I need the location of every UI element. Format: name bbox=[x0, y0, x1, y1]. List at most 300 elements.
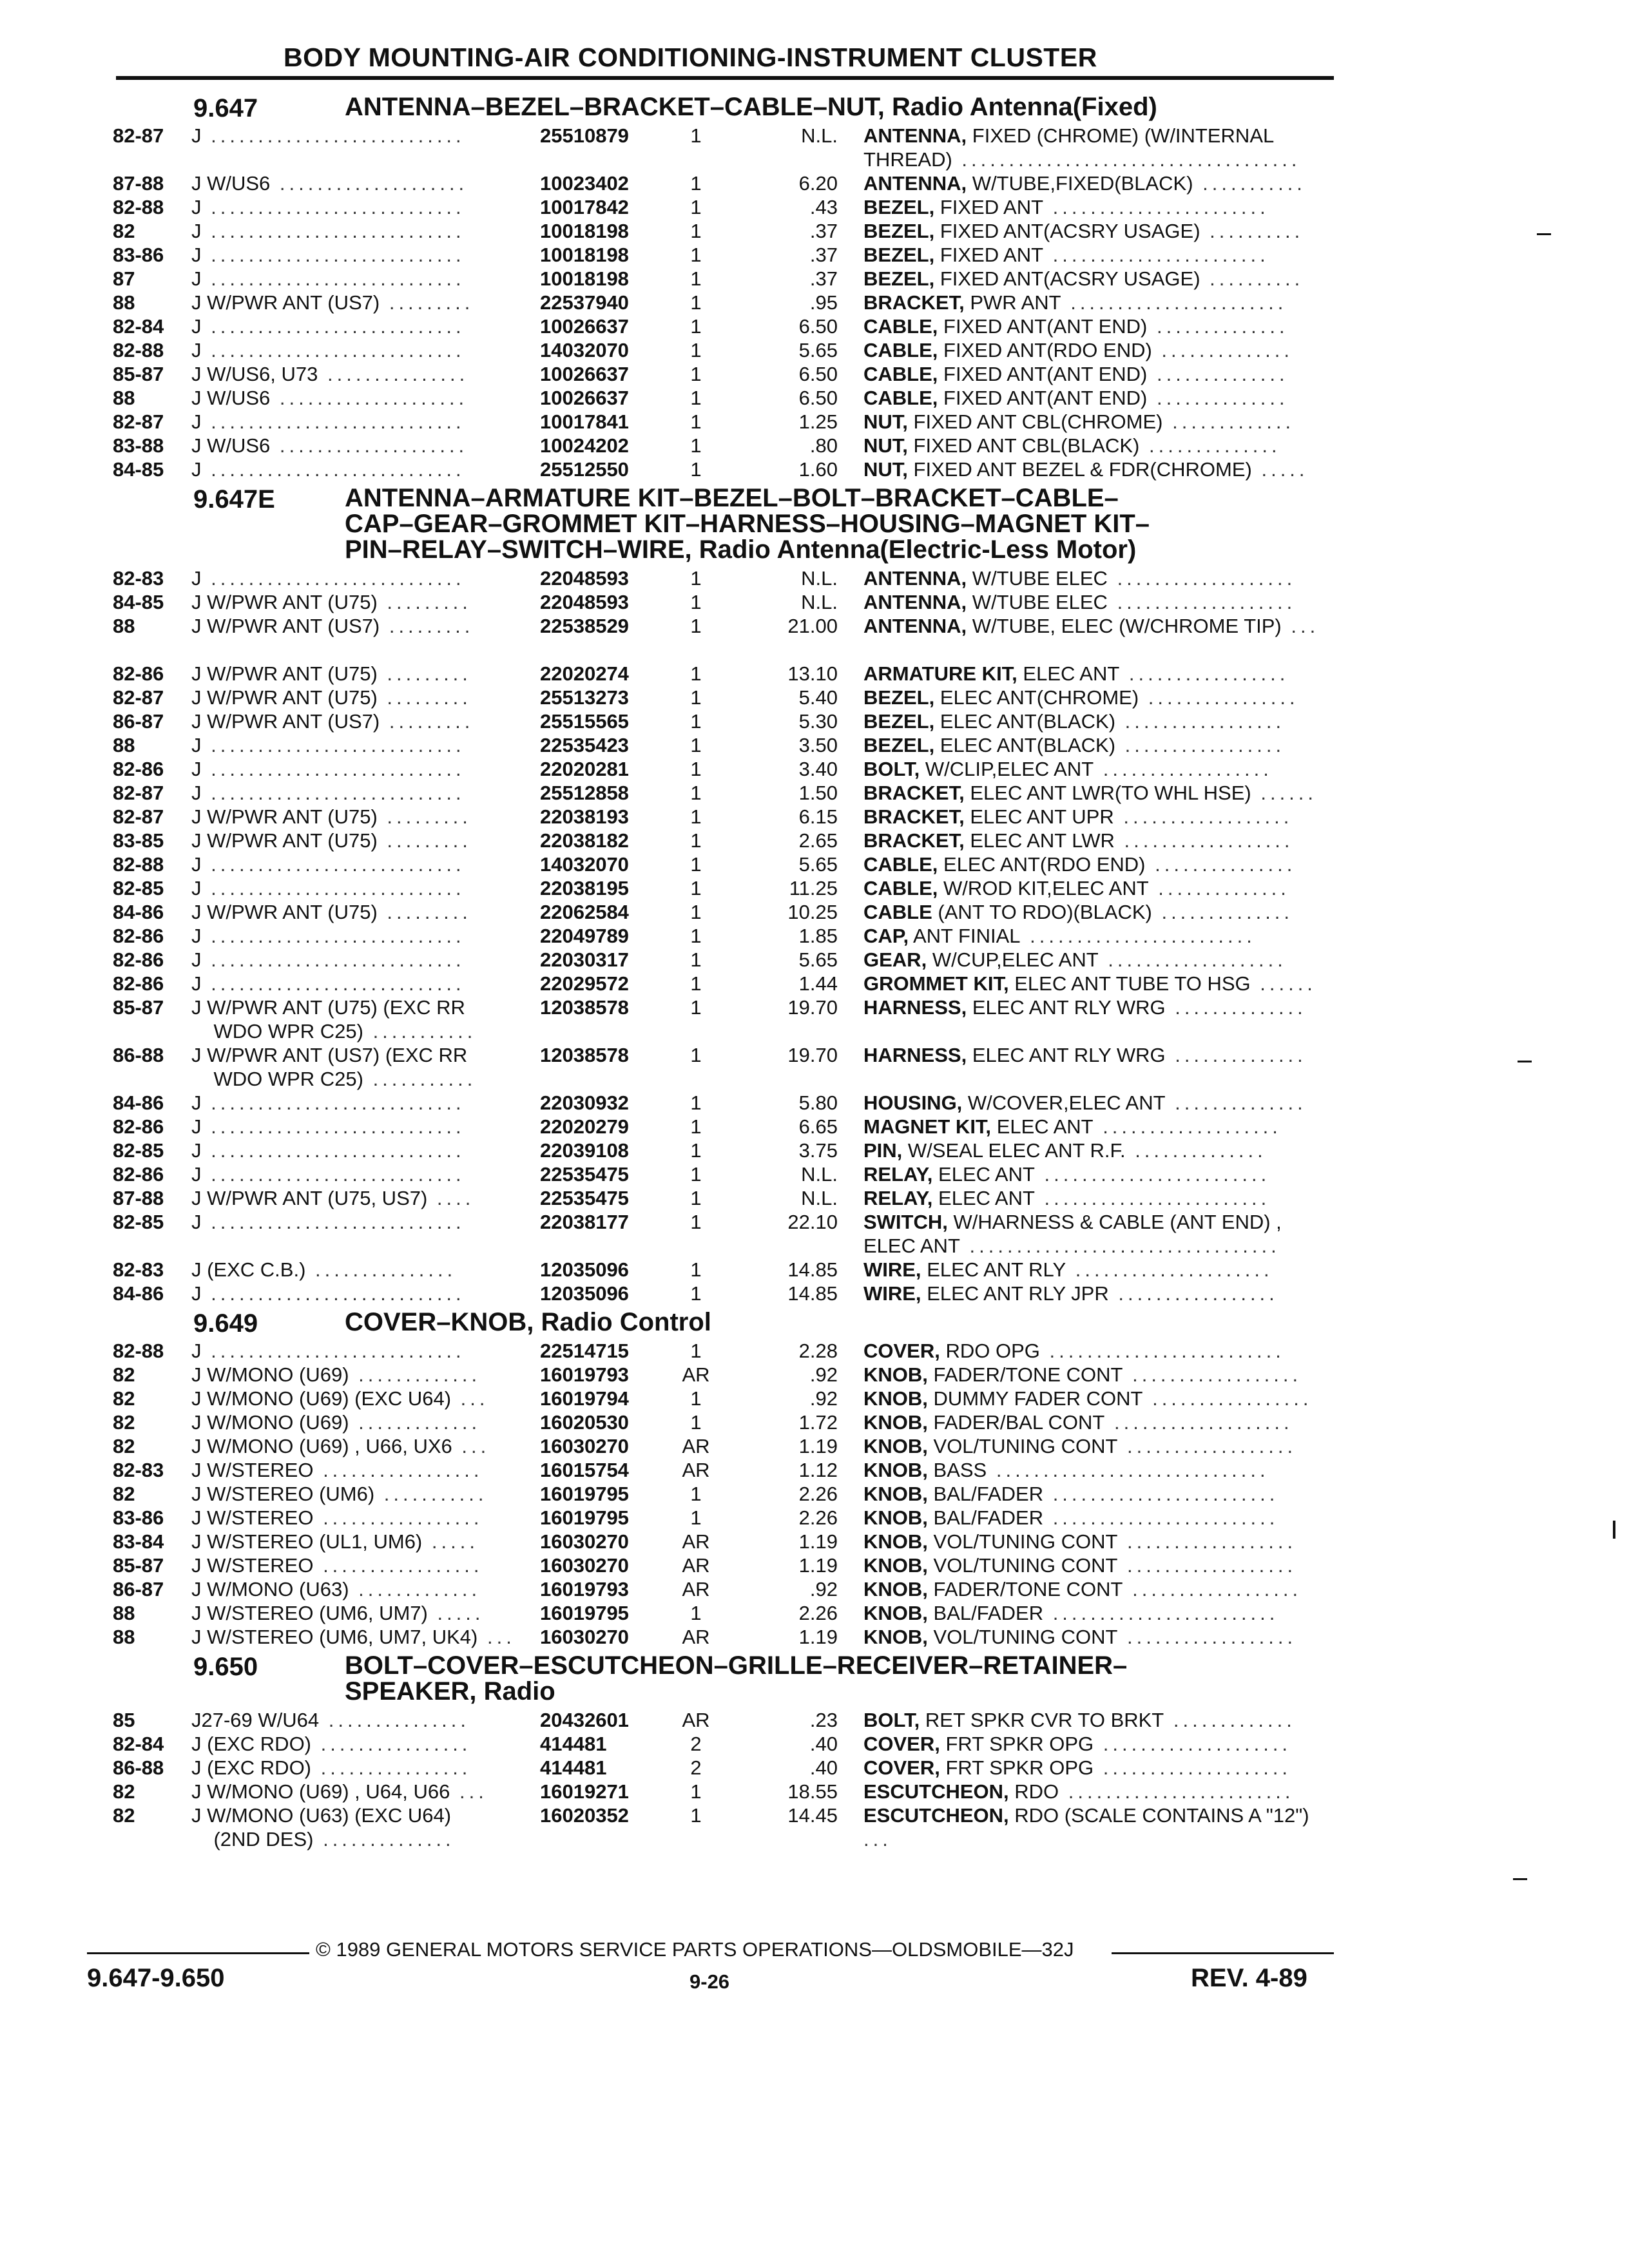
application bbox=[191, 757, 526, 781]
leader-dots: .............. bbox=[1147, 363, 1289, 385]
leader-dots: ......... bbox=[377, 901, 472, 923]
part-number: 16019793 bbox=[540, 1578, 629, 1600]
part-number: 10017842 bbox=[540, 196, 629, 218]
model-years: 82 bbox=[113, 1387, 135, 1410]
leader-dots: ............. bbox=[1162, 410, 1295, 433]
application-text: J W/PWR ANT (U75) bbox=[191, 686, 378, 709]
price: 2.28 bbox=[798, 1340, 838, 1362]
part-row bbox=[0, 1091, 1629, 1115]
part-detail: (ANT TO RDO)(BLACK) bbox=[938, 901, 1152, 923]
leader-dots: ........................... bbox=[201, 782, 465, 804]
part-description bbox=[863, 1458, 1334, 1482]
price: .37 bbox=[809, 244, 838, 266]
application bbox=[191, 1530, 526, 1553]
part-name: GROMMET KIT, bbox=[863, 972, 1009, 995]
part-row bbox=[0, 386, 1629, 410]
part-description bbox=[863, 614, 1334, 638]
part-description bbox=[863, 900, 1334, 924]
price: 19.70 bbox=[787, 1044, 838, 1066]
application bbox=[191, 1363, 526, 1387]
leader-dots: ................... bbox=[1104, 1411, 1293, 1434]
application bbox=[191, 386, 526, 410]
part-name: RELAY, bbox=[863, 1163, 933, 1186]
application bbox=[191, 900, 526, 924]
model-years: 82-83 bbox=[113, 1258, 164, 1281]
part-description bbox=[863, 1162, 1334, 1186]
part-detail: ELEC ANT RLY WRG bbox=[972, 1044, 1166, 1066]
part-name: KNOB, bbox=[863, 1506, 928, 1529]
part-row bbox=[0, 757, 1629, 781]
part-name: KNOB, bbox=[863, 1411, 928, 1434]
application bbox=[191, 1756, 526, 1780]
part-name: BEZEL, bbox=[863, 196, 935, 218]
price: .37 bbox=[809, 220, 838, 242]
part-row bbox=[0, 410, 1629, 434]
leader-dots: ................ bbox=[311, 1733, 472, 1755]
quantity: 1 bbox=[690, 1091, 702, 1114]
leader-dots: ....................... bbox=[1061, 291, 1287, 314]
quantity: AR bbox=[682, 1459, 710, 1481]
part-name: KNOB, bbox=[863, 1435, 928, 1457]
part-detail: BASS bbox=[933, 1459, 987, 1481]
leader-dots: ......... bbox=[377, 829, 472, 852]
part-number: 22048593 bbox=[540, 591, 629, 613]
application bbox=[191, 590, 526, 614]
application-text: J W/PWR ANT (U75) bbox=[191, 591, 378, 613]
part-number: 16019793 bbox=[540, 1363, 629, 1386]
leader-dots: ................. bbox=[313, 1554, 483, 1577]
leader-dots: ............. bbox=[1164, 1709, 1296, 1731]
quantity: 1 bbox=[690, 1211, 702, 1233]
price: .92 bbox=[809, 1363, 838, 1386]
catalog-section bbox=[0, 1309, 1629, 1649]
part-description bbox=[863, 1708, 1334, 1732]
part-name: ANTENNA, bbox=[863, 615, 967, 637]
leader-dots: .............. bbox=[1125, 1139, 1267, 1162]
part-number: 22535475 bbox=[540, 1163, 629, 1186]
leader-dots: .... bbox=[427, 1187, 475, 1209]
part-detail: RDO OPG bbox=[945, 1340, 1040, 1362]
price: 5.65 bbox=[798, 948, 838, 971]
section-number: 9.647 bbox=[193, 94, 258, 122]
model-years: 83-88 bbox=[113, 434, 164, 457]
leader-dots: ................. bbox=[1119, 662, 1289, 685]
application bbox=[191, 995, 526, 1043]
part-number: 16020352 bbox=[540, 1804, 629, 1827]
part-number: 14032070 bbox=[540, 339, 629, 361]
part-number: 16019795 bbox=[540, 1483, 629, 1505]
part-description bbox=[863, 733, 1334, 757]
part-name: CABLE, bbox=[863, 315, 938, 338]
part-row bbox=[0, 1139, 1629, 1162]
part-detail: W/TUBE,FIXED(BLACK) bbox=[972, 172, 1193, 195]
part-row bbox=[0, 1210, 1629, 1258]
section-title-line: COVER–KNOB, Radio Control bbox=[345, 1308, 711, 1336]
part-name: HOUSING, bbox=[863, 1091, 963, 1114]
application bbox=[191, 1091, 526, 1115]
part-number: 22020281 bbox=[540, 758, 629, 780]
part-description bbox=[863, 1732, 1334, 1756]
quantity: 1 bbox=[690, 662, 702, 685]
part-number: 22049789 bbox=[540, 925, 629, 947]
part-row bbox=[0, 781, 1629, 805]
leader-dots: ......... bbox=[377, 805, 472, 828]
quantity: 1 bbox=[690, 1340, 702, 1362]
leader-dots: .......... bbox=[1200, 220, 1304, 242]
quantity: 1 bbox=[690, 244, 702, 266]
model-years: 84-86 bbox=[113, 1282, 164, 1305]
part-row bbox=[0, 1043, 1629, 1091]
quantity: 1 bbox=[690, 1258, 702, 1281]
quantity: 1 bbox=[690, 901, 702, 923]
price: 6.50 bbox=[798, 387, 838, 409]
leader-dots: ........... bbox=[363, 1020, 477, 1043]
application bbox=[191, 1732, 526, 1756]
leader-dots: ........................ bbox=[1020, 925, 1256, 947]
part-number: 22030932 bbox=[540, 1091, 629, 1114]
application bbox=[191, 1434, 526, 1458]
model-years: 83-84 bbox=[113, 1530, 164, 1553]
part-description bbox=[863, 1387, 1334, 1410]
part-name: ESCUTCHEON, bbox=[863, 1780, 1009, 1803]
quantity: 1 bbox=[690, 410, 702, 433]
leader-dots: .................. bbox=[1123, 1363, 1302, 1386]
part-description bbox=[863, 876, 1334, 900]
leader-dots: ........................... bbox=[201, 734, 465, 756]
application bbox=[191, 1780, 526, 1803]
price: N.L. bbox=[801, 567, 838, 590]
leader-dots: ........................... bbox=[201, 124, 465, 147]
part-detail: W/COVER,ELEC ANT bbox=[967, 1091, 1166, 1114]
price: 5.30 bbox=[798, 710, 838, 733]
part-name: SWITCH, bbox=[863, 1211, 948, 1233]
part-detail: RET SPKR CVR TO BRKT bbox=[925, 1709, 1164, 1731]
part-detail: W/HARNESS & CABLE (ANT END) , ELEC ANT bbox=[863, 1211, 1282, 1257]
application bbox=[191, 1625, 526, 1649]
part-row bbox=[0, 124, 1629, 171]
part-number: 16030270 bbox=[540, 1626, 629, 1648]
price: 2.65 bbox=[798, 829, 838, 852]
part-description bbox=[863, 362, 1334, 386]
section-number: 9.650 bbox=[193, 1653, 258, 1681]
leader-dots: .............. bbox=[1152, 339, 1294, 361]
part-number: 414481 bbox=[540, 1733, 607, 1755]
part-name: CABLE, bbox=[863, 387, 938, 409]
part-row bbox=[0, 1577, 1629, 1601]
part-number: 22020274 bbox=[540, 662, 629, 685]
part-description bbox=[863, 1282, 1334, 1305]
part-detail: VOL/TUNING CONT bbox=[933, 1530, 1118, 1553]
quantity: AR bbox=[682, 1709, 710, 1731]
leader-dots: ..... bbox=[1251, 458, 1309, 481]
part-description bbox=[863, 434, 1334, 457]
application bbox=[191, 1553, 526, 1577]
quantity: 1 bbox=[690, 387, 702, 409]
part-row bbox=[0, 1601, 1629, 1625]
application bbox=[191, 1115, 526, 1139]
section-number: 9.649 bbox=[193, 1309, 258, 1338]
catalog-section bbox=[0, 485, 1629, 1305]
leader-dots: .................. bbox=[1117, 1626, 1297, 1648]
application bbox=[191, 1162, 526, 1186]
part-number: 16019271 bbox=[540, 1780, 629, 1803]
part-name: KNOB, bbox=[863, 1602, 928, 1624]
quantity: 1 bbox=[690, 948, 702, 971]
part-detail: VOL/TUNING CONT bbox=[933, 1554, 1118, 1577]
price: N.L. bbox=[801, 1187, 838, 1209]
application-text: J bbox=[191, 244, 202, 266]
model-years: 82-86 bbox=[113, 1163, 164, 1186]
part-detail: PWR ANT bbox=[970, 291, 1061, 314]
model-years: 87 bbox=[113, 267, 135, 290]
model-years: 83-85 bbox=[113, 829, 164, 852]
part-row bbox=[0, 1553, 1629, 1577]
part-detail: ANT FINIAL bbox=[912, 925, 1021, 947]
model-years: 82-87 bbox=[113, 686, 164, 709]
quantity: 1 bbox=[690, 1115, 702, 1138]
part-name: KNOB, bbox=[863, 1363, 928, 1386]
part-name: NUT, bbox=[863, 410, 908, 433]
quantity: 1 bbox=[690, 434, 702, 457]
application-text: J bbox=[191, 1340, 202, 1362]
part-description bbox=[863, 1625, 1334, 1649]
application bbox=[191, 219, 526, 243]
leader-dots: ........................ bbox=[1034, 1163, 1271, 1186]
application-text: J W/PWR ANT (US7) bbox=[191, 710, 380, 733]
application-text: J W/MONO (U69) (EXC U64) bbox=[191, 1387, 452, 1410]
part-name: ANTENNA, bbox=[863, 124, 967, 147]
leader-dots: ........................ bbox=[1043, 1602, 1279, 1624]
part-description bbox=[863, 1115, 1334, 1139]
part-number: 16020530 bbox=[540, 1411, 629, 1434]
part-detail: ELEC ANT bbox=[938, 1163, 1035, 1186]
price: .37 bbox=[809, 267, 838, 290]
application bbox=[191, 1506, 526, 1530]
part-detail: FIXED ANT(RDO END) bbox=[943, 339, 1152, 361]
leader-dots: .................... bbox=[1094, 1756, 1292, 1779]
part-row bbox=[0, 924, 1629, 948]
part-detail: ELEC ANT RLY WRG bbox=[972, 996, 1166, 1019]
model-years: 84-85 bbox=[113, 458, 164, 481]
section-title-line: ANTENNA–ARMATURE KIT–BEZEL–BOLT–BRACKET–CABLE– bbox=[345, 484, 1119, 512]
section-title bbox=[345, 1309, 1311, 1335]
footer-rule-right bbox=[1112, 1952, 1334, 1954]
leader-dots: .................... bbox=[270, 387, 468, 409]
part-number: 22514715 bbox=[540, 1340, 629, 1362]
model-years: 82 bbox=[113, 1435, 135, 1457]
part-number: 16030270 bbox=[540, 1554, 629, 1577]
section-heading bbox=[0, 485, 1629, 562]
part-description bbox=[863, 1482, 1334, 1506]
leader-dots: ........................... bbox=[201, 877, 465, 899]
part-name: BOLT, bbox=[863, 1709, 920, 1731]
application bbox=[191, 1258, 526, 1282]
part-row bbox=[0, 1482, 1629, 1506]
leader-dots: .............. bbox=[1147, 387, 1289, 409]
quantity: 2 bbox=[690, 1733, 702, 1755]
part-detail: ELEC ANT(BLACK) bbox=[940, 734, 1116, 756]
section-title bbox=[345, 94, 1311, 120]
quantity: 1 bbox=[690, 1506, 702, 1529]
price: 1.19 bbox=[798, 1435, 838, 1457]
leader-dots: .................................... bbox=[952, 148, 1301, 171]
section-heading bbox=[0, 1308, 1629, 1338]
application-text: J W/PWR ANT (US7) bbox=[191, 615, 380, 637]
part-row bbox=[0, 852, 1629, 876]
part-description bbox=[863, 709, 1334, 733]
leader-dots: ........................... bbox=[201, 948, 465, 971]
part-name: CABLE, bbox=[863, 363, 938, 385]
price: 2.26 bbox=[798, 1602, 838, 1624]
part-description bbox=[863, 457, 1334, 481]
part-number: 22538529 bbox=[540, 615, 629, 637]
model-years: 82-87 bbox=[113, 410, 164, 433]
leader-dots: ................................. bbox=[959, 1235, 1280, 1257]
quantity: 1 bbox=[690, 877, 702, 899]
application bbox=[191, 829, 526, 852]
part-number: 10026637 bbox=[540, 363, 629, 385]
leader-dots: ............... bbox=[305, 1258, 457, 1281]
part-name: PIN, bbox=[863, 1139, 903, 1162]
model-years: 86-88 bbox=[113, 1044, 164, 1066]
leader-dots: ........................... bbox=[201, 567, 465, 590]
part-description bbox=[863, 1553, 1334, 1577]
part-detail: ELEC ANT TUBE TO HSG bbox=[1014, 972, 1251, 995]
part-detail: VOL/TUNING CONT bbox=[933, 1626, 1118, 1648]
application-text: J W/STEREO (UM6) bbox=[191, 1483, 375, 1505]
part-number: 10018198 bbox=[540, 244, 629, 266]
part-detail: FADER/TONE CONT bbox=[933, 1578, 1123, 1600]
footer-rule-left bbox=[87, 1952, 309, 1954]
part-row bbox=[0, 434, 1629, 457]
part-name: COVER, bbox=[863, 1756, 940, 1779]
application bbox=[191, 1387, 526, 1410]
quantity: 1 bbox=[690, 853, 702, 876]
part-row bbox=[0, 338, 1629, 362]
part-number: 10024202 bbox=[540, 434, 629, 457]
application-text: J bbox=[191, 758, 202, 780]
part-name: CAP, bbox=[863, 925, 909, 947]
application-text: J bbox=[191, 567, 202, 590]
leader-dots: .................. bbox=[1094, 758, 1273, 780]
price: .40 bbox=[809, 1756, 838, 1779]
price: .92 bbox=[809, 1387, 838, 1410]
part-number: 22038193 bbox=[540, 805, 629, 828]
part-detail: ELEC ANT bbox=[938, 1187, 1035, 1209]
price: 19.70 bbox=[787, 996, 838, 1019]
application bbox=[191, 410, 526, 434]
price: .80 bbox=[809, 434, 838, 457]
leader-dots: ........................... bbox=[201, 1282, 465, 1305]
leader-dots: ... bbox=[451, 1387, 489, 1410]
part-name: COVER, bbox=[863, 1340, 940, 1362]
price: 2.26 bbox=[798, 1506, 838, 1529]
part-row bbox=[0, 1115, 1629, 1139]
quantity: 1 bbox=[690, 734, 702, 756]
quantity: AR bbox=[682, 1578, 710, 1600]
price: N.L. bbox=[801, 591, 838, 613]
part-name: ANTENNA, bbox=[863, 567, 967, 590]
part-number: 414481 bbox=[540, 1756, 607, 1779]
margin-mark bbox=[1537, 233, 1551, 235]
part-description bbox=[863, 267, 1334, 291]
price: 6.50 bbox=[798, 363, 838, 385]
part-name: CABLE, bbox=[863, 853, 938, 876]
application bbox=[191, 291, 526, 314]
part-detail: ELEC ANT(RDO END) bbox=[943, 853, 1146, 876]
model-years: 82 bbox=[113, 220, 135, 242]
part-description bbox=[863, 972, 1334, 995]
part-number: 10026637 bbox=[540, 387, 629, 409]
part-row bbox=[0, 1803, 1629, 1851]
model-years: 82 bbox=[113, 1483, 135, 1505]
model-years: 82-83 bbox=[113, 1459, 164, 1481]
application-text: J W/STEREO bbox=[191, 1554, 314, 1577]
application-text: J bbox=[191, 1091, 202, 1114]
leader-dots: ........................... bbox=[201, 1115, 465, 1138]
part-name: ANTENNA, bbox=[863, 172, 967, 195]
part-name: MAGNET KIT, bbox=[863, 1115, 992, 1138]
part-number: 25510879 bbox=[540, 124, 629, 147]
quantity: 2 bbox=[690, 1756, 702, 1779]
part-number: 22038182 bbox=[540, 829, 629, 852]
part-detail: ELEC ANT RLY JPR bbox=[927, 1282, 1109, 1305]
application bbox=[191, 805, 526, 829]
part-row bbox=[0, 291, 1629, 314]
application-text: J W/STEREO bbox=[191, 1459, 314, 1481]
application bbox=[191, 195, 526, 219]
quantity: 1 bbox=[690, 758, 702, 780]
quantity: 1 bbox=[690, 124, 702, 147]
quantity: 1 bbox=[690, 1387, 702, 1410]
model-years: 82-86 bbox=[113, 972, 164, 995]
leader-dots: .................. bbox=[1117, 1554, 1297, 1577]
part-number: 10018198 bbox=[540, 267, 629, 290]
part-row bbox=[0, 1530, 1629, 1553]
application-text: J bbox=[191, 734, 202, 756]
part-detail: W/TUBE, ELEC (W/CHROME TIP) bbox=[972, 615, 1282, 637]
catalog-content bbox=[0, 90, 1629, 1851]
part-number: 22062584 bbox=[540, 901, 629, 923]
quantity: 1 bbox=[690, 972, 702, 995]
footer-page-number: 9-26 bbox=[689, 1970, 730, 1993]
part-detail: FRT SPKR OPG bbox=[945, 1733, 1094, 1755]
leader-dots: .............. bbox=[1165, 1091, 1307, 1114]
application-text: J W/MONO (U69) bbox=[191, 1363, 349, 1386]
model-years: 82-83 bbox=[113, 567, 164, 590]
part-detail: W/CUP,ELEC ANT bbox=[932, 948, 1099, 971]
part-detail: ELEC ANT RLY bbox=[927, 1258, 1066, 1281]
quantity: 1 bbox=[690, 686, 702, 709]
application bbox=[191, 1482, 526, 1506]
model-years: 82 bbox=[113, 1780, 135, 1803]
part-name: KNOB, bbox=[863, 1578, 928, 1600]
application bbox=[191, 1708, 526, 1732]
leader-dots: ............... bbox=[319, 1709, 470, 1731]
quantity: 1 bbox=[690, 996, 702, 1019]
part-name: BOLT, bbox=[863, 758, 920, 780]
leader-dots: ........................... bbox=[201, 244, 465, 266]
application bbox=[191, 338, 526, 362]
price: 6.65 bbox=[798, 1115, 838, 1138]
margin-mark bbox=[1613, 1521, 1615, 1539]
application-text: J bbox=[191, 339, 202, 361]
quantity: 1 bbox=[690, 363, 702, 385]
part-number: 25515565 bbox=[540, 710, 629, 733]
leader-dots: ........................... bbox=[201, 339, 465, 361]
part-description bbox=[863, 1530, 1334, 1553]
part-number: 10017841 bbox=[540, 410, 629, 433]
